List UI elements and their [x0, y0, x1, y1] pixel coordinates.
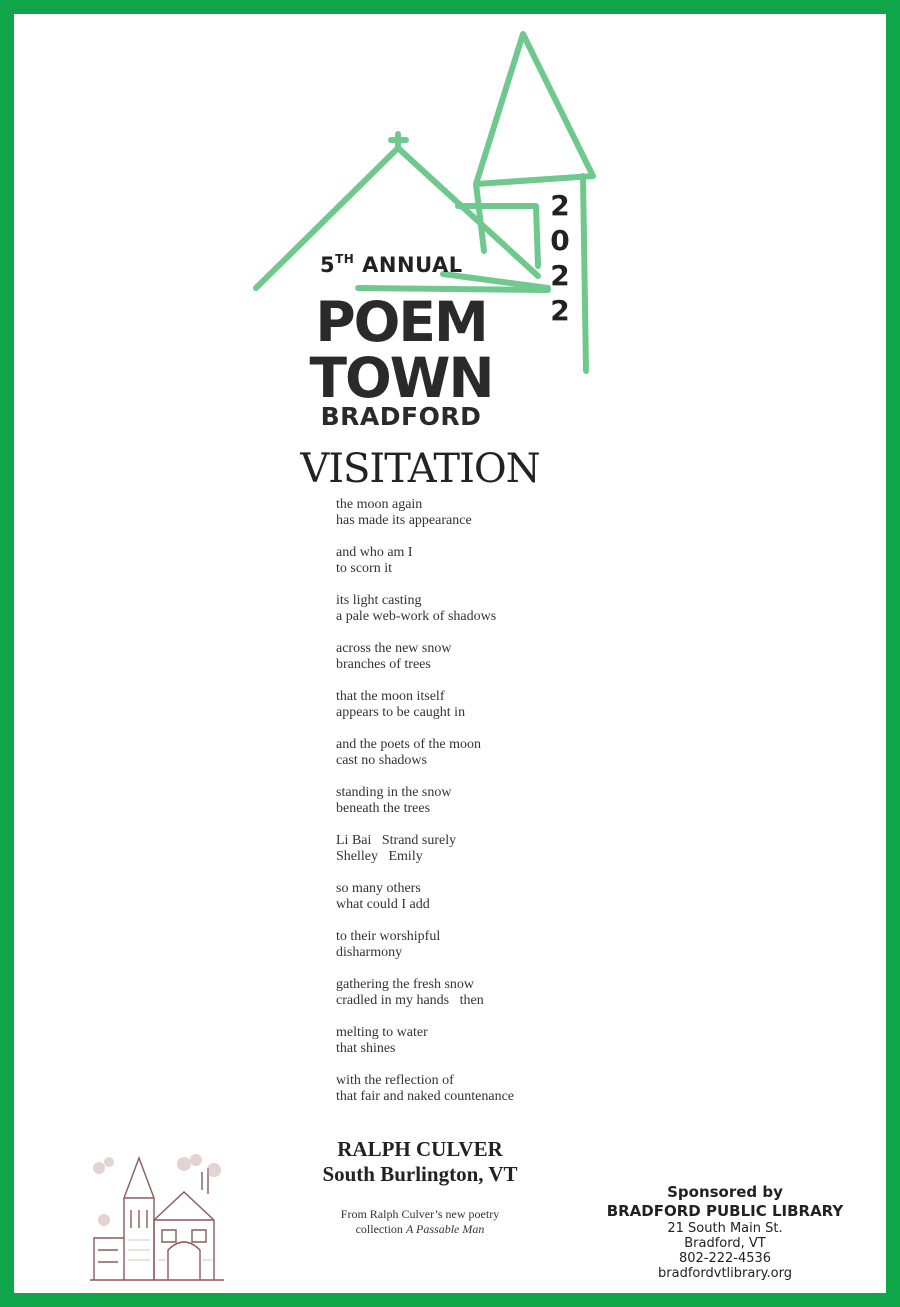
poem-stanza: [336, 689, 696, 721]
poem-line: Li Bai Strand surely: [336, 833, 457, 848]
poem-line: a pale web-work of shadows: [336, 609, 497, 624]
library-building-illustration: [84, 1150, 229, 1285]
year-digit: 2: [550, 259, 570, 292]
poem-stanza: [336, 881, 696, 913]
author-location: South Burlington, VT: [322, 1162, 518, 1186]
year-digit: 2: [550, 189, 570, 222]
poem-line: across the new snow: [336, 641, 452, 656]
poem-line: and who am I: [336, 545, 413, 560]
poem-stanza: [336, 785, 696, 817]
poem-stanza: [336, 977, 696, 1009]
poem-line: appears to be caught in: [336, 705, 466, 720]
poem-title: VISITATION: [300, 446, 540, 492]
poem-line: its light casting: [336, 593, 422, 608]
poem-stanza: [336, 833, 696, 865]
poem-line: to scorn it: [336, 561, 392, 576]
logo-bradford-word: BRADFORD: [320, 402, 482, 431]
poem-body: [336, 497, 696, 1121]
poem-line: what could I add: [336, 897, 430, 912]
poem-stanza: [336, 929, 696, 961]
year-digit: 0: [550, 224, 570, 257]
sponsor-phone: 802-222-4536: [678, 1251, 772, 1266]
author-block: [290, 1137, 550, 1187]
poem-line: melting to water: [336, 1025, 428, 1040]
credit-text: From Ralph Culver’s new poetry collection: [340, 1207, 500, 1236]
poem-stanza: [336, 545, 696, 577]
poem-line: the moon again: [336, 497, 423, 512]
year-digit: 2: [550, 294, 570, 327]
poem-line: standing in the snow: [336, 785, 452, 800]
poem-line: that fair and naked countenance: [336, 1089, 515, 1104]
logo-poem-word: POEM: [315, 290, 487, 354]
sponsor-block: [600, 1183, 850, 1281]
sponsor-address-2: Bradford, VT: [684, 1236, 766, 1251]
sponsor-name: BRADFORD PUBLIC LIBRARY: [606, 1202, 844, 1220]
poem-stanza: [336, 641, 696, 673]
poem-line: has made its appearance: [336, 513, 472, 528]
poem-line: gathering the fresh snow: [336, 977, 475, 992]
sponsor-address-1: 21 South Main St.: [667, 1221, 783, 1236]
poem-line: so many others: [336, 881, 421, 896]
poem-stanza: [336, 1073, 696, 1105]
logo-town-word: TOWN: [309, 346, 493, 410]
poem-stanza: [336, 497, 696, 529]
poem-line: beneath the trees: [336, 801, 431, 816]
poem-line: that the moon itself: [336, 689, 445, 704]
poem-line: branches of trees: [336, 657, 431, 672]
poem-line: and the poets of the moon: [336, 737, 482, 752]
annual-label: 5TH ANNUAL: [320, 252, 463, 277]
poem-stanza: [336, 1025, 696, 1057]
poem-line: Shelley Emily: [336, 849, 423, 864]
book-title: A Passable Man: [405, 1222, 485, 1236]
author-name: RALPH CULVER: [337, 1137, 503, 1161]
sponsor-heading: Sponsored by: [667, 1183, 783, 1201]
poem-line: cast no shadows: [336, 753, 427, 768]
poem-stanza: [336, 593, 696, 625]
poem-line: with the reflection of: [336, 1073, 454, 1088]
poem-line: to their worshipful: [336, 929, 441, 944]
poem-line: disharmony: [336, 945, 403, 960]
year-vertical: [545, 188, 575, 328]
poem-line: that shines: [336, 1041, 396, 1056]
book-credit: [320, 1207, 520, 1237]
poem-line: cradled in my hands then: [336, 993, 484, 1008]
poem-stanza: [336, 737, 696, 769]
sponsor-website: bradfordvtlibrary.org: [658, 1266, 792, 1281]
